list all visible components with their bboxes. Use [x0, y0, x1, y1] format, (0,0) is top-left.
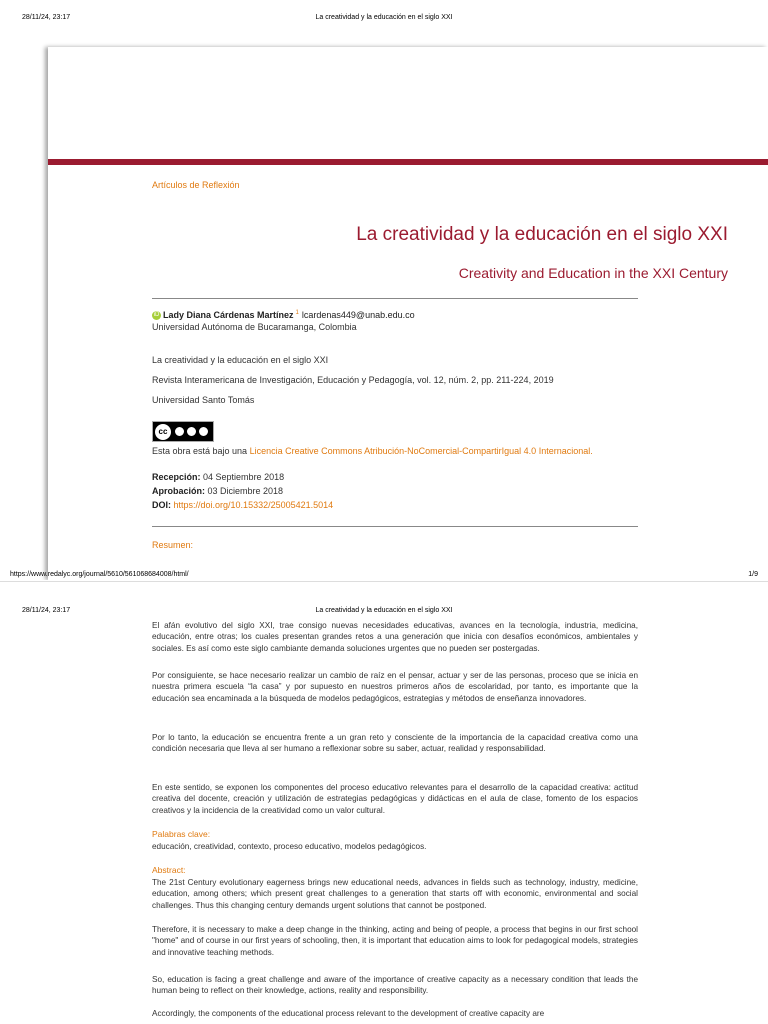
license-link[interactable]: Licencia Creative Commons Atribución-NoComercial-CompartirIgual 4.0 Internacional. [249, 446, 593, 456]
print-datetime: 28/11/24, 23:17 [22, 14, 71, 21]
abstract-paragraph: So, education is facing a great challenge and aware of the importance of creative capacity as a necessary condition that leads the human being to reflect on their knowledge, actions, reality and responsibility. [152, 975, 638, 996]
resumen-paragraph: Por consiguiente, se hace necesario realizar un cambio de raíz en el pensar, actuar y ser de las personas, proceso que se inicia en nuestra primera escuela “la casa” y por supuesto en nuestros primeros años de escolaridad, por tanto, es importante que la educación sea encaminada a la búsqueda de modelos pedagógicos, estrategias y métodos de enseñanza innovadores. [152, 671, 638, 703]
author-name: Lady Diana Cárdenas Martínez [163, 310, 294, 320]
cc-license-badge[interactable] [152, 421, 214, 442]
reception-label: Recepción: [152, 472, 201, 482]
nc-icon [186, 426, 197, 437]
print-page-2 [0, 582, 768, 1024]
doi-link[interactable]: https://doi.org/10.15332/25005421.5014 [173, 500, 334, 510]
keywords-text: educación, creatividad, contexto, proceso educativo, modelos pedagógicos. [152, 842, 427, 851]
print-page-number: 1/9 [748, 571, 758, 578]
abstract-paragraph: Therefore, it is necessary to make a deep change in the thinking, acting and being of people, a process that begins in our first school "home" and of course in our first years of schooling, then, it is important that education aims to look for pedagogical models, strategies and innovative teaching methods. [152, 925, 638, 957]
print-url: https://www.redalyc.org/journal/5610/561068684008/html/ [10, 571, 189, 578]
title-spanish: La creatividad y la educación en el siglo XXI [356, 224, 728, 245]
cc-icon: cc [155, 424, 171, 440]
license-prefix: Esta obra está bajo una [152, 446, 250, 456]
divider-rule [152, 298, 638, 299]
sa-icon [198, 426, 209, 437]
abstract-paragraph: The 21st Century evolutionary eagerness brings new educational needs, advances in fields such as technology, industry, medicine, education, among others; which present great challenges to a generation that starts off with economic, environmental and social challenges. Thus this changing century demands urgent solutions that cannot be postponed. [152, 878, 638, 910]
abstract-label: Abstract: [152, 865, 186, 875]
print-doc-title: La creatividad y la educación en el siglo XXI [315, 14, 453, 21]
abstract-paragraph: Accordingly, the components of the educational process relevant to the development of creative capacity are [152, 1009, 545, 1018]
approval-date: 03 Diciembre 2018 [207, 486, 284, 496]
affiliation-mark[interactable]: 1 [295, 310, 299, 316]
citation-title: La creatividad y la educación en el siglo XXI [152, 355, 329, 365]
divider-rule [152, 526, 638, 527]
resumen-paragraph: Por lo tanto, la educación se encuentra frente a un gran reto y consciente de la importancia de la capacidad creativa como una condición necesaria que lleva al ser humano a reflexionar sobre su saber, actuar, realidad y responsabilidad. [152, 733, 638, 754]
print-datetime: 28/11/24, 23:17 [22, 607, 71, 614]
approval-label: Aprobación: [152, 486, 205, 496]
reception-date: 04 Septiembre 2018 [203, 472, 285, 482]
doi-line [152, 500, 333, 510]
author-institution: Universidad Autónoma de Bucaramanga, Colombia [152, 322, 357, 332]
section-label[interactable]: Artículos de Reflexión [152, 180, 240, 190]
approval-line [152, 486, 283, 496]
resumen-paragraph: En este sentido, se exponen los componentes del proceso educativo relevantes para el desarrollo de la capacidad creativa: actitud creativa del docente, creación y utilización de estrategias pedagógicas y didácticas en el aula de clase, fomento de los espacios creativos y la incidencia de la creatividad como un valor cultural. [152, 783, 638, 815]
license-line [152, 446, 593, 456]
doi-label: DOI: [152, 500, 171, 510]
by-icon [174, 426, 185, 437]
keywords-label: Palabras clave: [152, 829, 211, 839]
reception-line [152, 472, 284, 482]
resumen-label: Resumen: [152, 540, 194, 550]
title-english: Creativity and Education in the XXI Century [458, 265, 728, 281]
citation-journal: Revista Interamericana de Investigación, Educación y Pedagogía, vol. 12, núm. 2, pp. 211-224, 2019 [152, 375, 554, 385]
orcid-icon[interactable]: iD [153, 312, 160, 319]
citation-publisher: Universidad Santo Tomás [152, 395, 255, 405]
author-email[interactable]: lcardenas449@unab.edu.co [301, 310, 415, 320]
header-bar [48, 159, 768, 165]
author-line [152, 310, 415, 320]
print-doc-title: La creatividad y la educación en el siglo XXI [315, 607, 453, 614]
resumen-paragraph: El afán evolutivo del siglo XXI, trae consigo nuevas necesidades educativas, avances en la tecnología, industria, medicina, educación, entre otras; los cuales presentan grandes retos a una generación que inicia con desafíos económicos, ambientales y sociales. Es así como este siglo cambiante demanda soluciones urgentes que no pueden ser postergadas. [152, 621, 638, 653]
